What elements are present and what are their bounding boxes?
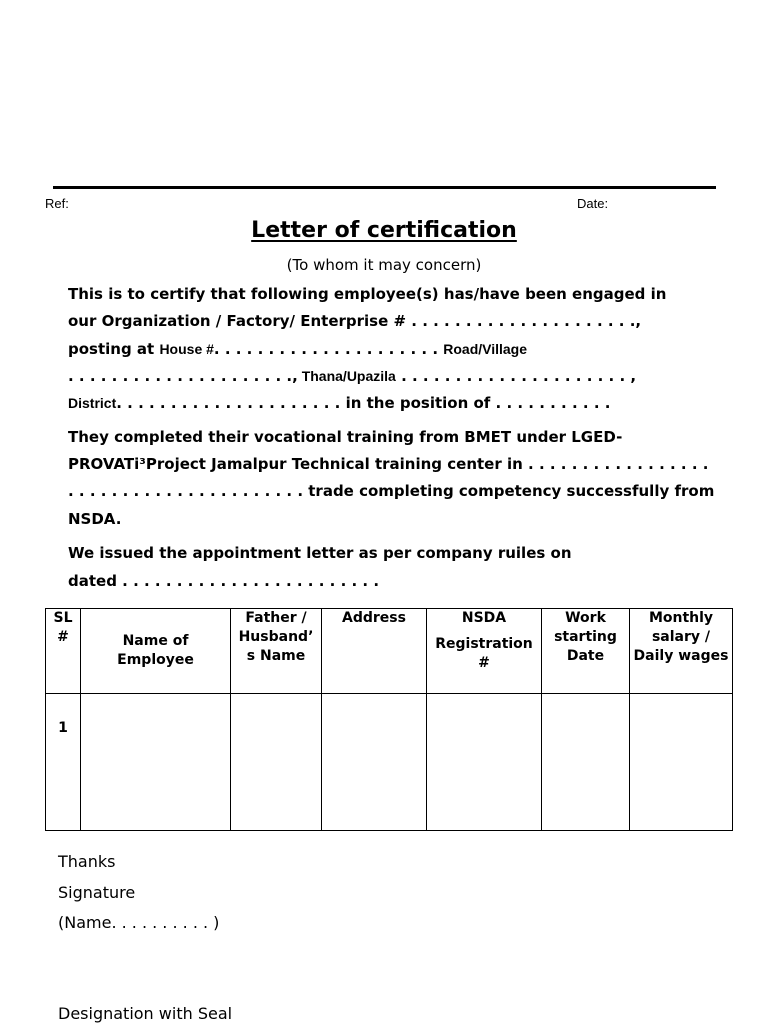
designation-text: Designation with Seal bbox=[58, 1004, 233, 1023]
header-father: Father / Husband’ s Name bbox=[231, 609, 322, 694]
para1-line1: This is to certify that following employee(s) has/have been engaged in bbox=[68, 285, 667, 303]
row-sl: 1 bbox=[46, 694, 81, 831]
para1-line5 bbox=[68, 394, 610, 412]
header-sl: SL # bbox=[46, 609, 81, 694]
para3-line1: We issued the appointment letter as per company ruiles on bbox=[68, 544, 572, 562]
row-work-date-cell[interactable] bbox=[542, 694, 630, 831]
para1-line2: our Organization / Factory/ Enterprise # . . . . . . . . . . . . . . . . . . . . ., bbox=[68, 312, 642, 330]
row-nsda-cell[interactable] bbox=[427, 694, 542, 831]
posting-at-text: posting at bbox=[68, 340, 160, 358]
header-address: Address bbox=[322, 609, 427, 694]
para2-line4: NSDA. bbox=[68, 510, 122, 528]
para1-line3 bbox=[68, 340, 527, 358]
road-dots: . . . . . . . . . . . . . . . . . . . . ., bbox=[68, 367, 298, 385]
para2-line1: They completed their vocational training from BMET under LGED- bbox=[68, 428, 623, 446]
table-header-row bbox=[46, 609, 733, 694]
header-rule bbox=[53, 186, 716, 189]
table-row bbox=[46, 694, 733, 831]
road-village-label: Road/Village bbox=[443, 341, 528, 357]
row-address-cell[interactable] bbox=[322, 694, 427, 831]
district-dots-position: . . . . . . . . . . . . . . . . . . . . . in the position of . . . . . . . . . . . bbox=[116, 394, 611, 412]
date-label: Date: bbox=[577, 196, 609, 211]
signature-text: Signature bbox=[58, 883, 136, 902]
header-nsda-line1: NSDA bbox=[461, 610, 507, 626]
para2-line3: . . . . . . . . . . . . . . . . . . . . . . trade completing competency successfully from bbox=[68, 482, 715, 500]
name-line: (Name. . . . . . . . . . ) bbox=[58, 913, 220, 932]
header-name: Name of Employee bbox=[81, 609, 231, 694]
thana-dots: . . . . . . . . . . . . . . . . . . . . . , bbox=[395, 367, 637, 385]
row-father-cell[interactable] bbox=[231, 694, 322, 831]
para3-line2: dated . . . . . . . . . . . . . . . . . . . . . . . . bbox=[68, 572, 380, 590]
letter-title: Letter of certification bbox=[251, 218, 517, 243]
house-dots: . . . . . . . . . . . . . . . . . . . . . bbox=[213, 340, 444, 358]
header-nsda-line2: Registration # bbox=[435, 636, 533, 671]
ref-label: Ref: bbox=[45, 196, 69, 211]
para1-line4 bbox=[68, 367, 636, 385]
district-label: District bbox=[68, 395, 117, 411]
letter-subtitle: (To whom it may concern) bbox=[286, 256, 482, 274]
employee-table bbox=[45, 608, 733, 831]
para2-line2: PROVATi³Project Jamalpur Technical training center in . . . . . . . . . . . . . . . . . bbox=[68, 455, 709, 473]
header-work-date: Work starting Date bbox=[542, 609, 630, 694]
row-name-cell[interactable] bbox=[81, 694, 231, 831]
header-nsda bbox=[427, 609, 542, 694]
house-label: House # bbox=[159, 341, 214, 357]
header-salary: Monthly salary / Daily wages bbox=[630, 609, 733, 694]
thana-upazila-label: Thana/Upazila bbox=[297, 368, 396, 384]
row-salary-cell[interactable] bbox=[630, 694, 733, 831]
thanks-text: Thanks bbox=[58, 852, 116, 871]
